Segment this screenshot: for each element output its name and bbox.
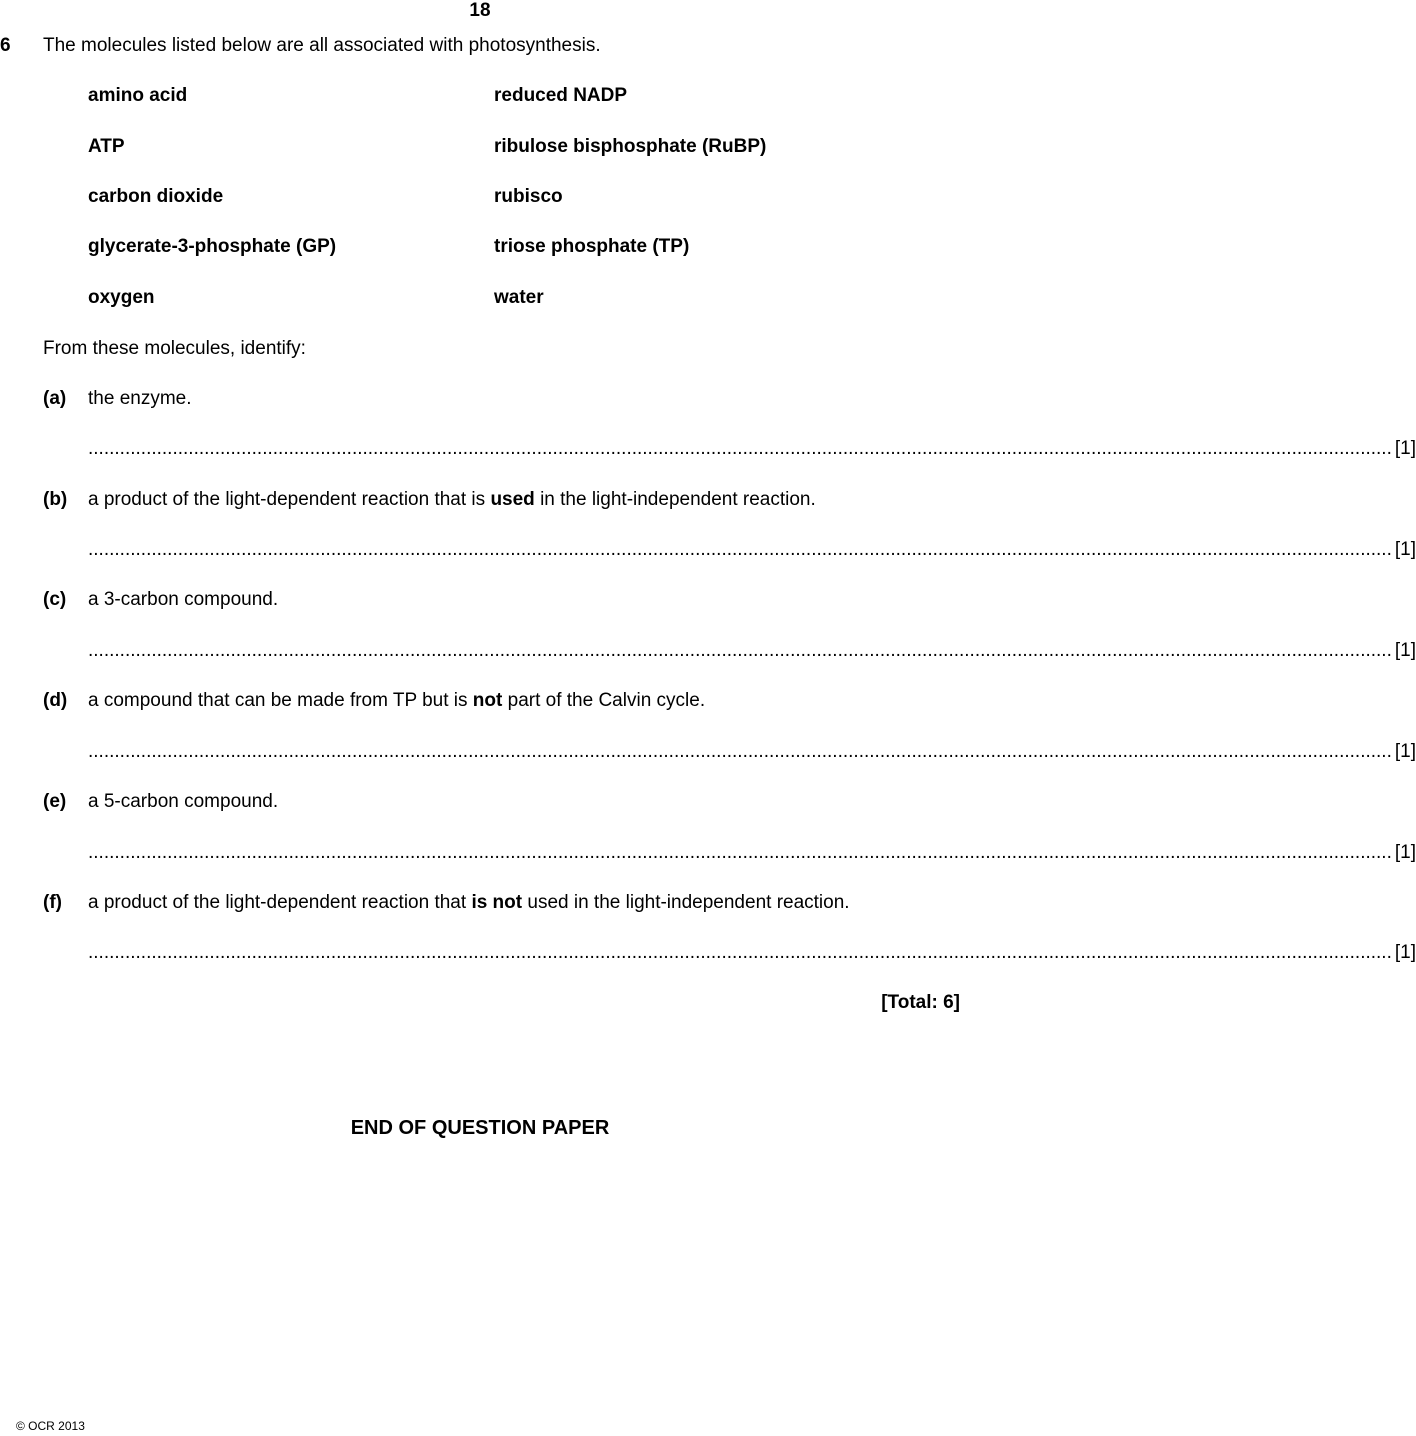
- question-stem: The molecules listed below are all associated with photosynthesis.: [43, 35, 601, 56]
- answer-dots: .......................................................................................................................................................................................................................................................: [88, 640, 1392, 661]
- part-text: a product of the light-dependent reaction that is not used in the light-independent reaction.: [88, 892, 850, 913]
- answer-line[interactable]: [88, 640, 1416, 662]
- answer-dots: .......................................................................................................................................................................................................................................................: [88, 438, 1392, 459]
- mark-allocation: [1]: [1394, 842, 1416, 863]
- molecule-left: amino acid: [88, 85, 188, 106]
- answer-line[interactable]: [88, 942, 1416, 964]
- part-text: a 3-carbon compound.: [88, 589, 279, 610]
- molecule-left: ATP: [88, 136, 125, 157]
- mark-allocation: [1]: [1394, 539, 1416, 560]
- part-text: a 5-carbon compound.: [88, 791, 279, 812]
- answer-line[interactable]: [88, 842, 1416, 864]
- part-text: a compound that can be made from TP but is not part of the Calvin cycle.: [88, 690, 706, 711]
- molecule-right: ribulose bisphosphate (RuBP): [494, 136, 767, 157]
- part-label: (b): [43, 489, 68, 510]
- instruction-text: From these molecules, identify:: [43, 338, 306, 359]
- mark-allocation: [1]: [1394, 942, 1416, 963]
- answer-dots: .......................................................................................................................................................................................................................................................: [88, 842, 1392, 863]
- answer-line[interactable]: [88, 741, 1416, 763]
- part-label: (e): [43, 791, 67, 812]
- part-label: (d): [43, 690, 68, 711]
- answer-dots: .......................................................................................................................................................................................................................................................: [88, 539, 1392, 560]
- molecule-right: triose phosphate (TP): [494, 236, 690, 257]
- answer-dots: .......................................................................................................................................................................................................................................................: [88, 942, 1392, 963]
- molecule-right: rubisco: [494, 186, 563, 207]
- part-label: (a): [43, 388, 67, 409]
- molecule-left: oxygen: [88, 287, 155, 308]
- molecule-right: water: [494, 287, 544, 308]
- mark-allocation: [1]: [1394, 741, 1416, 762]
- molecule-left: carbon dioxide: [88, 186, 224, 207]
- total-marks: [Total: 6]: [881, 992, 960, 1013]
- page-number: 18: [469, 0, 491, 21]
- molecule-left: glycerate-3-phosphate (GP): [88, 236, 337, 257]
- molecule-right: reduced NADP: [494, 85, 628, 106]
- mark-allocation: [1]: [1394, 640, 1416, 661]
- answer-line[interactable]: [88, 438, 1416, 460]
- part-label: (c): [43, 589, 67, 610]
- part-text: the enzyme.: [88, 388, 192, 409]
- answer-line[interactable]: [88, 539, 1416, 561]
- copyright: © OCR 2013: [16, 1419, 85, 1433]
- end-of-paper: END OF QUESTION PAPER: [350, 1117, 610, 1139]
- question-number: 6: [0, 35, 11, 56]
- mark-allocation: [1]: [1394, 438, 1416, 459]
- part-label: (f): [43, 892, 62, 913]
- part-text: a product of the light-dependent reaction that is used in the light-independent reaction.: [88, 489, 816, 510]
- answer-dots: .......................................................................................................................................................................................................................................................: [88, 741, 1392, 762]
